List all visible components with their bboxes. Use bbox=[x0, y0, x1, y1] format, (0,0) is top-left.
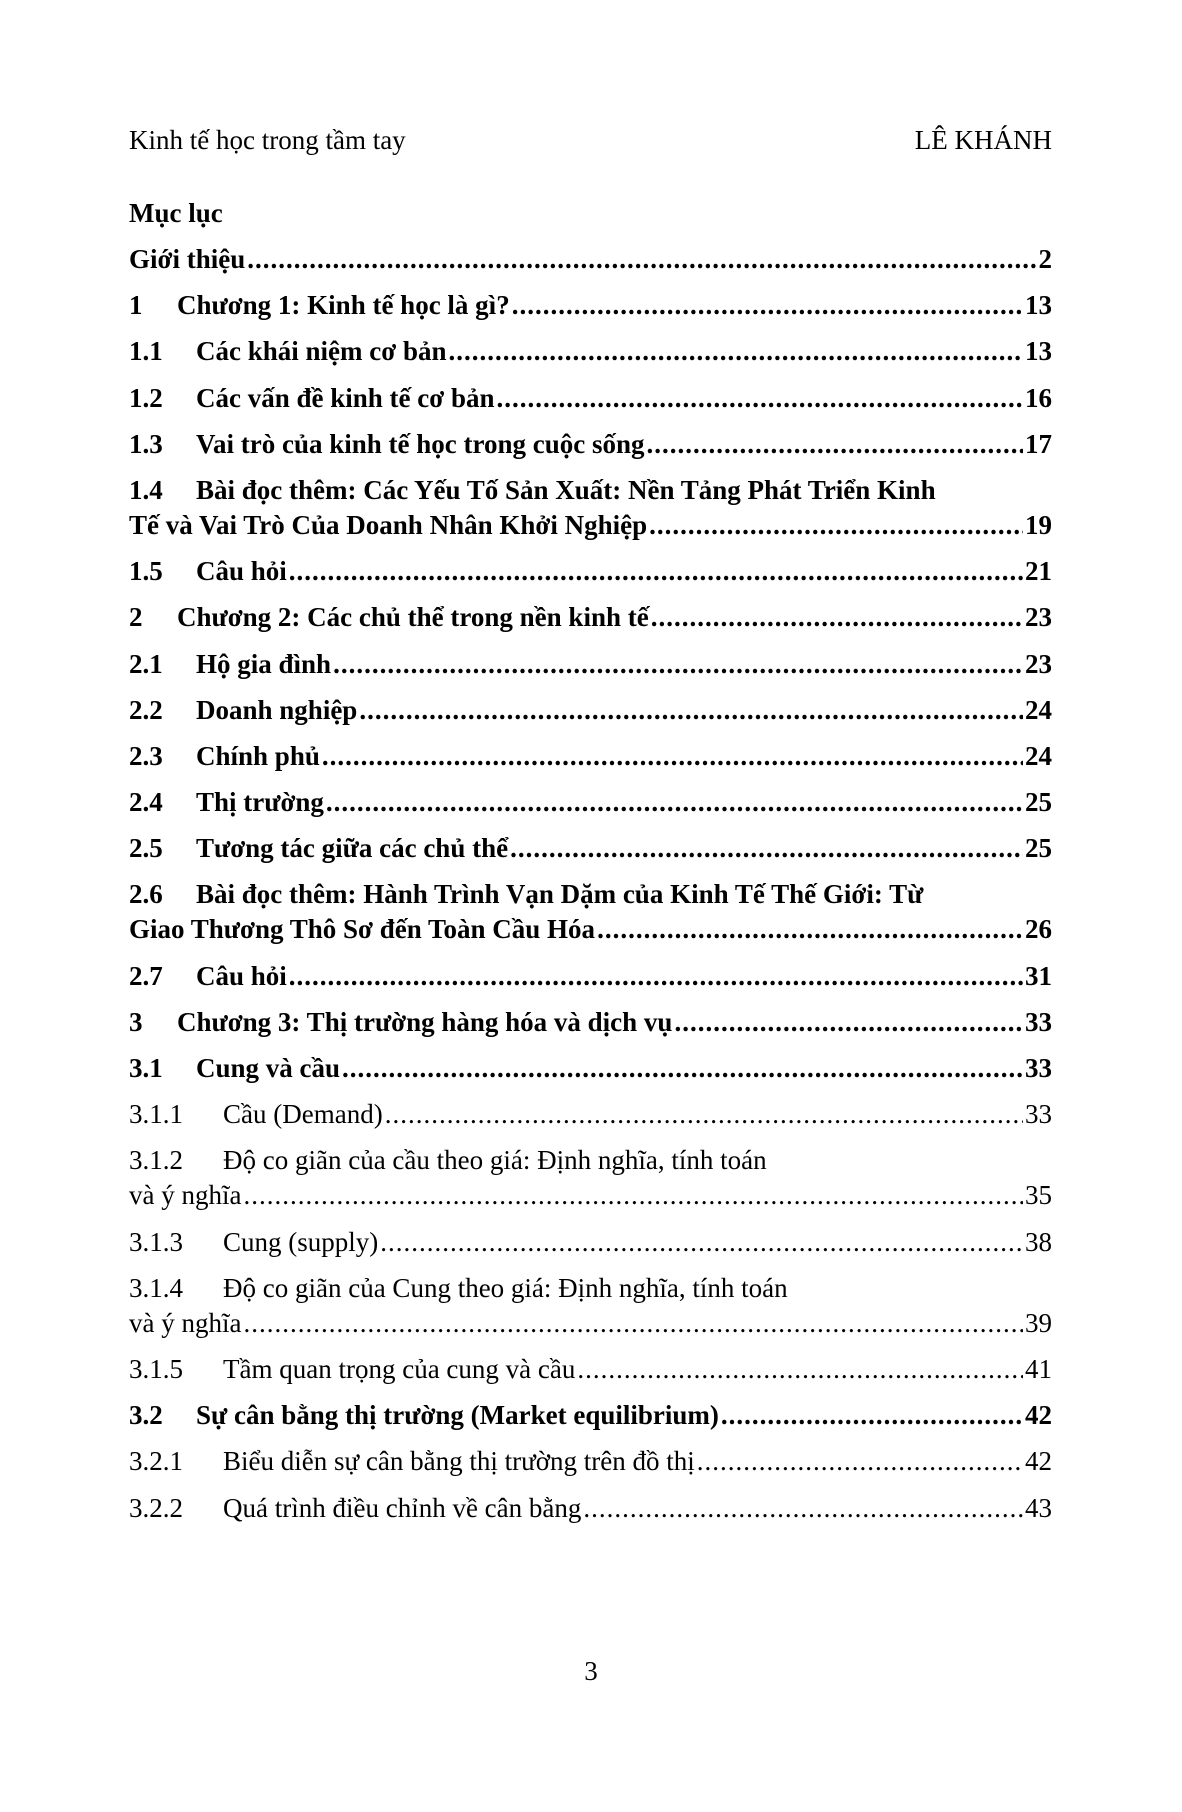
toc-entry-page[interactable]: 43 bbox=[1025, 1492, 1052, 1523]
toc-entry-line bbox=[129, 1444, 1052, 1479]
toc-entry[interactable] bbox=[129, 554, 1052, 589]
dot-leader bbox=[510, 831, 1023, 866]
toc-entry-line bbox=[129, 1271, 1052, 1306]
dot-leader bbox=[497, 381, 1024, 416]
toc-entry-title[interactable]: Cầu (Demand) bbox=[223, 1099, 383, 1130]
dot-leader bbox=[333, 647, 1023, 682]
toc-entry-page[interactable]: 35 bbox=[1025, 1180, 1052, 1211]
toc-entry-page[interactable]: 33 bbox=[1025, 1053, 1052, 1083]
toc-entry-title[interactable]: Tương tác giữa các chủ thể bbox=[196, 833, 509, 864]
toc-entry-line bbox=[129, 554, 1052, 589]
toc-entry-page[interactable]: 33 bbox=[1025, 1099, 1052, 1130]
toc-entry-title[interactable]: Sự cân bằng thị trường (Market equilibrium) bbox=[196, 1400, 719, 1431]
toc-entry-line-continued bbox=[129, 1306, 1052, 1341]
toc-entry-number: 3 bbox=[129, 1006, 143, 1037]
toc-entry-line bbox=[129, 959, 1052, 994]
toc-entry-page[interactable]: 23 bbox=[1025, 602, 1052, 633]
dot-leader bbox=[721, 1398, 1023, 1433]
dot-leader bbox=[597, 912, 1023, 947]
toc-entry-number: 2.5 bbox=[129, 833, 163, 864]
toc-entry-number: 2 bbox=[129, 602, 143, 633]
toc-entry-line bbox=[129, 473, 1052, 508]
toc-entry[interactable] bbox=[129, 1398, 1052, 1433]
dot-leader bbox=[359, 693, 1023, 728]
toc-entry-number: 2.2 bbox=[129, 694, 163, 725]
toc-entry-number: 3.2.2 bbox=[129, 1492, 183, 1523]
toc-entry-line bbox=[129, 334, 1052, 369]
toc-entry-title[interactable]: Hộ gia đình bbox=[196, 648, 332, 679]
toc-entry-number: 1 bbox=[129, 290, 143, 321]
toc-entry[interactable] bbox=[129, 959, 1052, 994]
toc-entry-number: 3.1 bbox=[129, 1053, 163, 1083]
toc-entry-page[interactable]: 13 bbox=[1025, 290, 1052, 321]
toc-entry-line-continued bbox=[129, 1178, 1052, 1213]
dot-leader bbox=[243, 1178, 1023, 1213]
toc-entry-title[interactable]: Độ co giãn của Cung theo giá: Định nghĩa, tính toán bbox=[223, 1272, 788, 1303]
toc-entry-page[interactable]: 24 bbox=[1025, 740, 1052, 771]
toc-entry[interactable] bbox=[129, 785, 1052, 820]
toc-entry[interactable] bbox=[129, 647, 1052, 682]
toc-entry-title-continued[interactable]: Tế và Vai Trò Của Doanh Nhân Khởi Nghiệp bbox=[129, 509, 648, 540]
dot-leader bbox=[512, 288, 1023, 323]
dot-leader bbox=[289, 554, 1023, 589]
toc-entry-title[interactable]: Cung và cầu bbox=[196, 1053, 341, 1083]
toc-entry-title[interactable]: Tầm quan trọng của cung và cầu bbox=[223, 1353, 576, 1384]
toc-entry-page[interactable]: 25 bbox=[1025, 787, 1052, 818]
table-of-contents bbox=[129, 242, 1052, 1537]
toc-entry-line bbox=[129, 1097, 1052, 1132]
toc-entry[interactable] bbox=[129, 381, 1052, 416]
toc-entry-number: 2.7 bbox=[129, 960, 163, 991]
toc-entry[interactable] bbox=[129, 1097, 1052, 1132]
toc-entry-title[interactable]: Biểu diễn sự cân bằng thị trường trên đồ thị bbox=[223, 1446, 695, 1477]
toc-entry-line bbox=[129, 1225, 1052, 1260]
toc-entry-page[interactable]: 38 bbox=[1025, 1226, 1052, 1257]
toc-entry-title[interactable]: Bài đọc thêm: Hành Trình Vạn Dặm của Kinh Tế Thế Giới: Từ bbox=[196, 879, 924, 910]
toc-entry-line bbox=[129, 242, 1052, 277]
toc-entry-title[interactable]: Câu hỏi bbox=[196, 556, 287, 587]
toc-entry-title[interactable]: Quá trình điều chỉnh về cân bằng bbox=[223, 1492, 582, 1523]
toc-entry-title[interactable]: Độ co giãn của cầu theo giá: Định nghĩa, tính toán bbox=[223, 1145, 767, 1176]
toc-entry-title[interactable]: Vai trò của kinh tế học trong cuộc sống bbox=[196, 428, 645, 459]
toc-entry-line bbox=[129, 647, 1052, 682]
toc-entry-number: 3.1.4 bbox=[129, 1272, 183, 1303]
toc-entry-title[interactable]: Chính phủ bbox=[196, 740, 320, 771]
toc-entry[interactable] bbox=[129, 288, 1052, 323]
toc-entry-line bbox=[129, 1143, 1052, 1178]
dot-leader bbox=[243, 1306, 1023, 1341]
dot-leader bbox=[697, 1444, 1023, 1479]
toc-entry-line bbox=[129, 288, 1052, 323]
toc-entry-number: 3.1.1 bbox=[129, 1099, 183, 1130]
dot-leader bbox=[385, 1097, 1023, 1132]
dot-leader bbox=[247, 242, 1036, 277]
toc-entry[interactable] bbox=[129, 1225, 1052, 1260]
toc-entry-page[interactable]: 16 bbox=[1025, 382, 1052, 413]
toc-entry-number: 2.6 bbox=[129, 879, 163, 910]
toc-entry[interactable] bbox=[129, 693, 1052, 728]
toc-entry-page[interactable]: 42 bbox=[1025, 1400, 1052, 1431]
toc-entry[interactable] bbox=[129, 334, 1052, 369]
toc-entry-line bbox=[129, 1051, 1052, 1086]
toc-entry[interactable] bbox=[129, 1491, 1052, 1526]
toc-entry[interactable] bbox=[129, 427, 1052, 462]
toc-entry-number: 2.4 bbox=[129, 787, 163, 818]
dot-leader bbox=[583, 1491, 1023, 1526]
toc-entry-line bbox=[129, 1005, 1052, 1040]
toc-entry-title-continued[interactable]: và ý nghĩa bbox=[129, 1307, 242, 1338]
toc-entry-line bbox=[129, 693, 1052, 728]
toc-entry-title-continued[interactable]: Giao Thương Thô Sơ đến Toàn Cầu Hóa bbox=[129, 914, 596, 945]
toc-entry-page[interactable]: 24 bbox=[1025, 694, 1052, 725]
toc-entry-number: 1.1 bbox=[129, 336, 163, 367]
dot-leader bbox=[448, 334, 1023, 369]
toc-entry[interactable] bbox=[129, 1444, 1052, 1479]
toc-entry-number: 3.1.3 bbox=[129, 1226, 183, 1257]
toc-entry[interactable] bbox=[129, 1051, 1052, 1086]
toc-entry-line bbox=[129, 739, 1052, 774]
toc-entry[interactable] bbox=[129, 877, 1052, 947]
toc-entry-title[interactable]: Chương 1: Kinh tế học là gì? bbox=[177, 290, 510, 321]
toc-entry-page[interactable]: 17 bbox=[1025, 428, 1052, 459]
dot-leader bbox=[577, 1352, 1023, 1387]
toc-entry-page[interactable]: 25 bbox=[1025, 833, 1052, 864]
toc-entry-title[interactable]: Thị trường bbox=[196, 787, 324, 818]
toc-entry-number: 3.1.5 bbox=[129, 1353, 183, 1384]
toc-entry-line bbox=[129, 427, 1052, 462]
dot-leader bbox=[649, 508, 1023, 543]
toc-entry-line bbox=[129, 1491, 1052, 1526]
toc-entry-page[interactable]: 31 bbox=[1025, 960, 1052, 991]
toc-entry-number: 3.2 bbox=[129, 1400, 163, 1431]
toc-entry[interactable] bbox=[129, 1271, 1052, 1341]
toc-entry-number: 1.5 bbox=[129, 556, 163, 587]
toc-entry-line bbox=[129, 1398, 1052, 1433]
dot-leader bbox=[326, 785, 1023, 820]
toc-entry-title[interactable]: Giới thiệu bbox=[129, 244, 246, 274]
toc-entry[interactable] bbox=[129, 739, 1052, 774]
toc-entry-line-continued bbox=[129, 508, 1052, 543]
toc-entry[interactable] bbox=[129, 1143, 1052, 1213]
toc-entry-line bbox=[129, 831, 1052, 866]
toc-entry-page[interactable]: 26 bbox=[1025, 914, 1052, 945]
toc-entry-page[interactable]: 41 bbox=[1025, 1353, 1052, 1384]
dot-leader bbox=[289, 959, 1023, 994]
dot-leader bbox=[380, 1225, 1023, 1260]
toc-entry-number: 3.2.1 bbox=[129, 1446, 183, 1477]
toc-entry-title[interactable]: Bài đọc thêm: Các Yếu Tố Sản Xuất: Nền Tảng Phát Triển Kinh bbox=[196, 474, 936, 505]
dot-leader bbox=[674, 1005, 1023, 1040]
toc-entry-title[interactable]: Doanh nghiệp bbox=[196, 694, 358, 725]
toc-entry-line bbox=[129, 381, 1052, 416]
toc-entry-title[interactable]: Chương 3: Thị trường hàng hóa và dịch vụ bbox=[177, 1006, 673, 1037]
toc-entry-line-continued bbox=[129, 912, 1052, 947]
toc-entry[interactable] bbox=[129, 831, 1052, 866]
toc-heading: Mục lục bbox=[129, 198, 223, 228]
toc-entry-page[interactable]: 39 bbox=[1025, 1307, 1052, 1338]
book-title: Kinh tế học trong tầm tay bbox=[129, 125, 406, 155]
toc-entry-page[interactable]: 33 bbox=[1025, 1006, 1052, 1037]
toc-entry[interactable] bbox=[129, 1005, 1052, 1040]
toc-entry-title[interactable]: Chương 2: Các chủ thể trong nền kinh tế bbox=[177, 602, 649, 633]
toc-entry-title[interactable]: Các khái niệm cơ bản bbox=[196, 336, 447, 367]
dot-leader bbox=[647, 427, 1023, 462]
toc-entry-number: 1.4 bbox=[129, 474, 163, 505]
toc-entry-line bbox=[129, 877, 1052, 912]
toc-entry-number: 1.2 bbox=[129, 382, 163, 413]
dot-leader bbox=[342, 1051, 1023, 1086]
page-number: 3 bbox=[584, 1656, 598, 1686]
toc-entry[interactable] bbox=[129, 600, 1052, 635]
toc-entry[interactable] bbox=[129, 242, 1052, 277]
toc-entry-number: 3.1.2 bbox=[129, 1145, 183, 1176]
toc-entry-page[interactable]: 19 bbox=[1025, 509, 1052, 540]
toc-entry-title[interactable]: Cung (supply) bbox=[223, 1226, 379, 1257]
toc-entry-page[interactable]: 2 bbox=[1038, 244, 1052, 274]
toc-entry-title[interactable]: Câu hỏi bbox=[196, 960, 287, 991]
toc-entry-title-continued[interactable]: và ý nghĩa bbox=[129, 1180, 242, 1211]
dot-leader bbox=[651, 600, 1023, 635]
toc-entry[interactable] bbox=[129, 1352, 1052, 1387]
toc-entry-page[interactable]: 42 bbox=[1025, 1446, 1052, 1477]
toc-entry-number: 1.3 bbox=[129, 428, 163, 459]
author-name: LÊ KHÁNH bbox=[914, 125, 1052, 155]
toc-entry-title[interactable]: Các vấn đề kinh tế cơ bản bbox=[196, 382, 495, 413]
toc-entry-page[interactable]: 21 bbox=[1025, 556, 1052, 587]
toc-entry-page[interactable]: 23 bbox=[1025, 648, 1052, 679]
toc-entry-line bbox=[129, 785, 1052, 820]
toc-entry-page[interactable]: 13 bbox=[1025, 336, 1052, 367]
toc-entry-number: 2.3 bbox=[129, 740, 163, 771]
toc-entry-line bbox=[129, 1352, 1052, 1387]
toc-entry[interactable] bbox=[129, 473, 1052, 543]
dot-leader bbox=[322, 739, 1023, 774]
toc-entry-line bbox=[129, 600, 1052, 635]
toc-entry-number: 2.1 bbox=[129, 648, 163, 679]
running-header bbox=[129, 123, 1052, 158]
